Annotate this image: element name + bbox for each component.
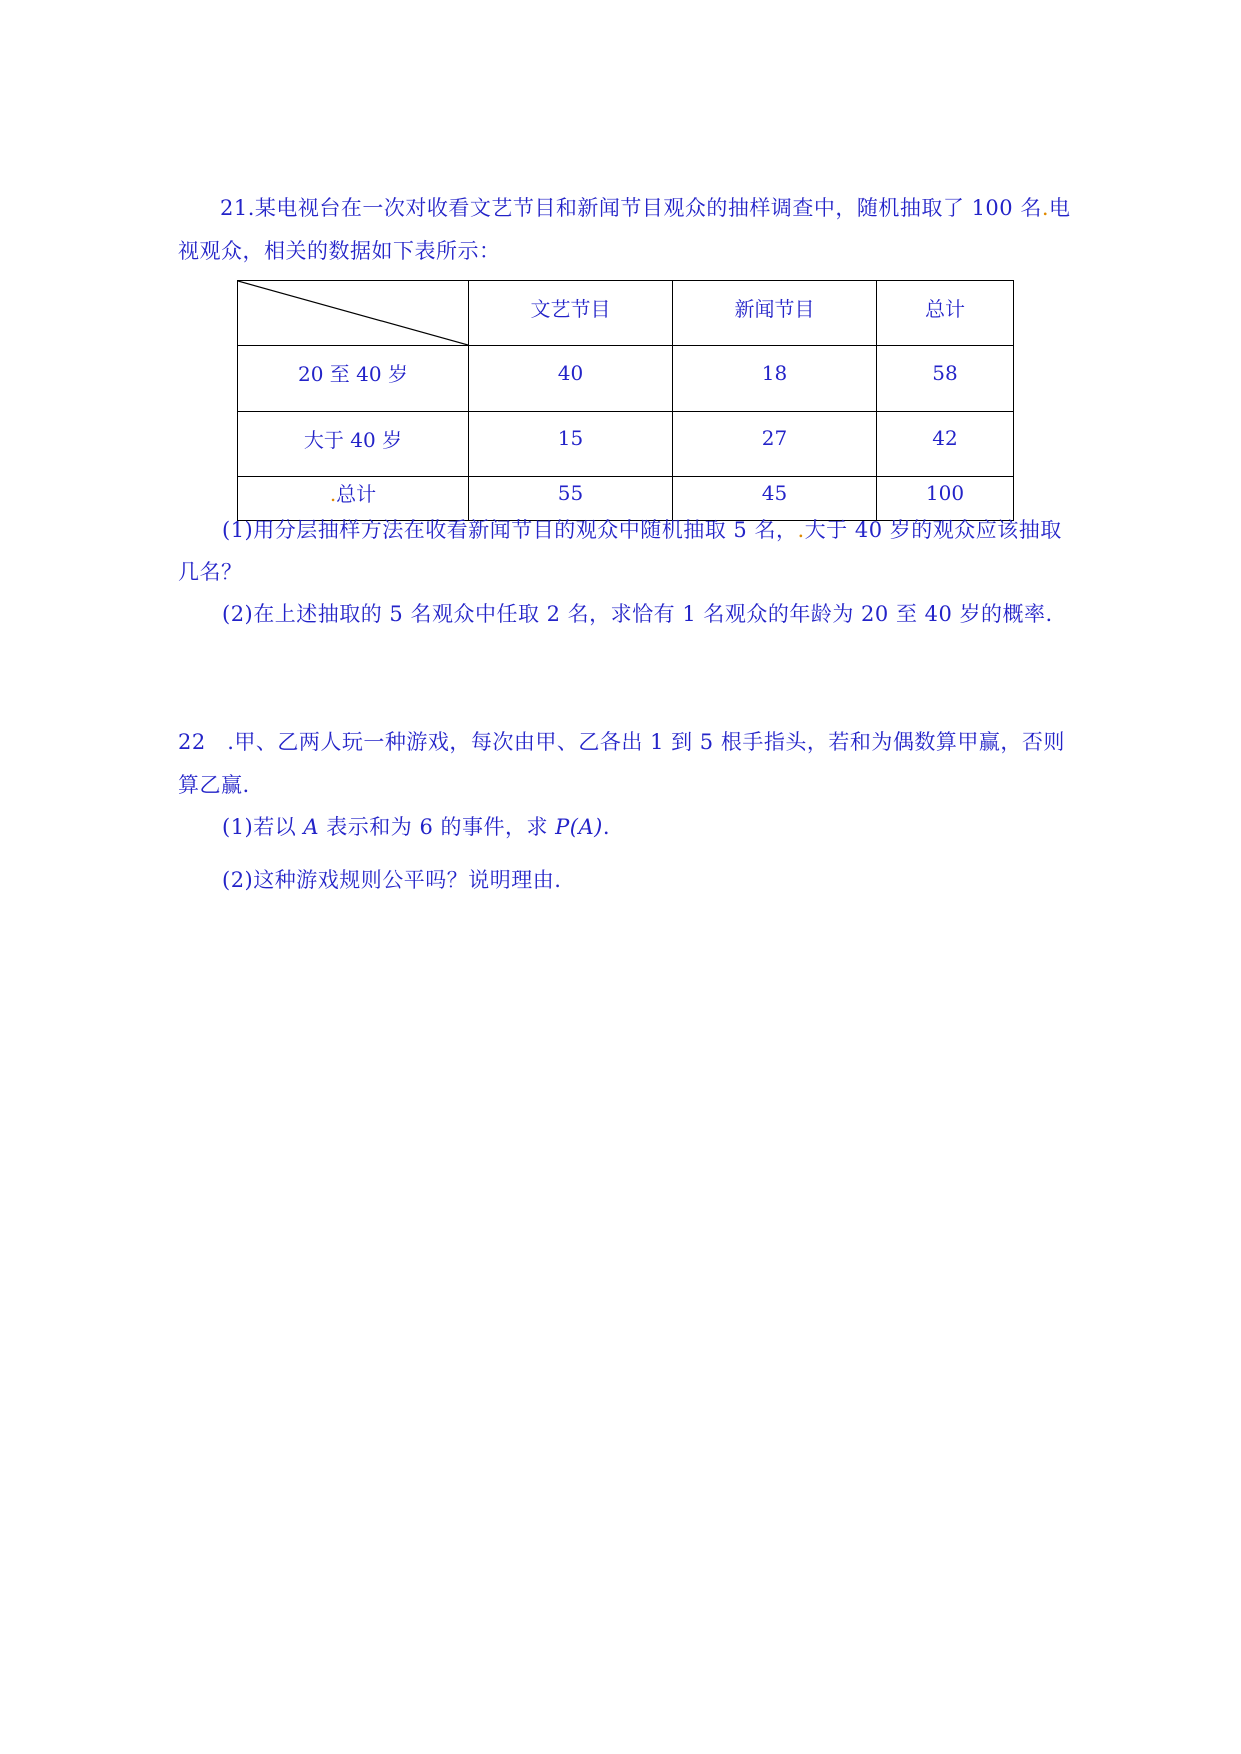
table-cell: 27 [673, 412, 877, 477]
q22-part1-text-b: 表示和为 6 的事件，求 [319, 815, 556, 839]
table-cell: 15 [469, 412, 673, 477]
q22-part1-text-c: . [602, 815, 611, 839]
q22-intro-line2: 算乙赢. [178, 773, 250, 797]
q21-part1-text-b: 大于 40 岁的观众应该抽取 [804, 518, 1062, 542]
q21-intro-line2: 视观众，相关的数据如下表所示： [178, 239, 501, 263]
table-row [238, 477, 1014, 521]
q21-intro-text-a: 21.某电视台在一次对收看文艺节目和新闻节目观众的抽样调查中，随机抽取了 100 名 [220, 196, 1042, 220]
event-variable-a: A [303, 815, 320, 839]
header-wenyi: 文艺节目 [469, 281, 673, 346]
table-corner-cell [238, 281, 469, 346]
q21-data-table [237, 280, 1014, 521]
table-cell: 45 [673, 477, 877, 521]
header-xinwen: 新闻节目 [673, 281, 877, 346]
table-header-row [238, 281, 1014, 346]
table-cell: 55 [469, 477, 673, 521]
header-total: 总计 [877, 281, 1014, 346]
table-cell: 42 [877, 412, 1014, 477]
q21-part1-text-a: (1)用分层抽样方法在收看新闻节目的观众中随机抽取 5 名， [222, 518, 798, 542]
q21-part2: (2)在上述抽取的 5 名观众中任取 2 名，求恰有 1 名观众的年龄为 20 至 40 岁的概率. [222, 602, 1053, 626]
q21-intro-text-b: 电 [1049, 196, 1071, 220]
q21-orange-dot: . [1041, 196, 1050, 220]
row-label: 20 至 40 岁 [238, 346, 469, 412]
table-cell: 40 [469, 346, 673, 412]
row-label: 大于 40 岁 [238, 412, 469, 477]
q21-part1-line1 [222, 516, 1062, 544]
diagonal-line-icon [238, 281, 468, 345]
table-row [238, 412, 1014, 477]
q21-part1-orange-dot: . [797, 518, 805, 542]
q22-part1-text-a: (1)若以 [222, 815, 304, 839]
total-orange-dot: . [329, 482, 337, 506]
probability-expression: P(A) [555, 815, 603, 839]
row-label: .总计 [238, 477, 469, 521]
table-row [238, 346, 1014, 412]
table-cell: 58 [877, 346, 1014, 412]
q21-part1-line2: 几名？ [178, 560, 243, 584]
q22-part2: (2)这种游戏规则公平吗？说明理由. [222, 868, 562, 892]
q22-part1 [222, 813, 610, 841]
q22-intro-line1: 22 .甲、乙两人玩一种游戏，每次由甲、乙各出 1 到 5 根手指头，若和为偶数算甲赢，否则 [178, 730, 1065, 754]
table-cell: 18 [673, 346, 877, 412]
table-cell: 100 [877, 477, 1014, 521]
q21-intro-line1 [220, 194, 1071, 222]
